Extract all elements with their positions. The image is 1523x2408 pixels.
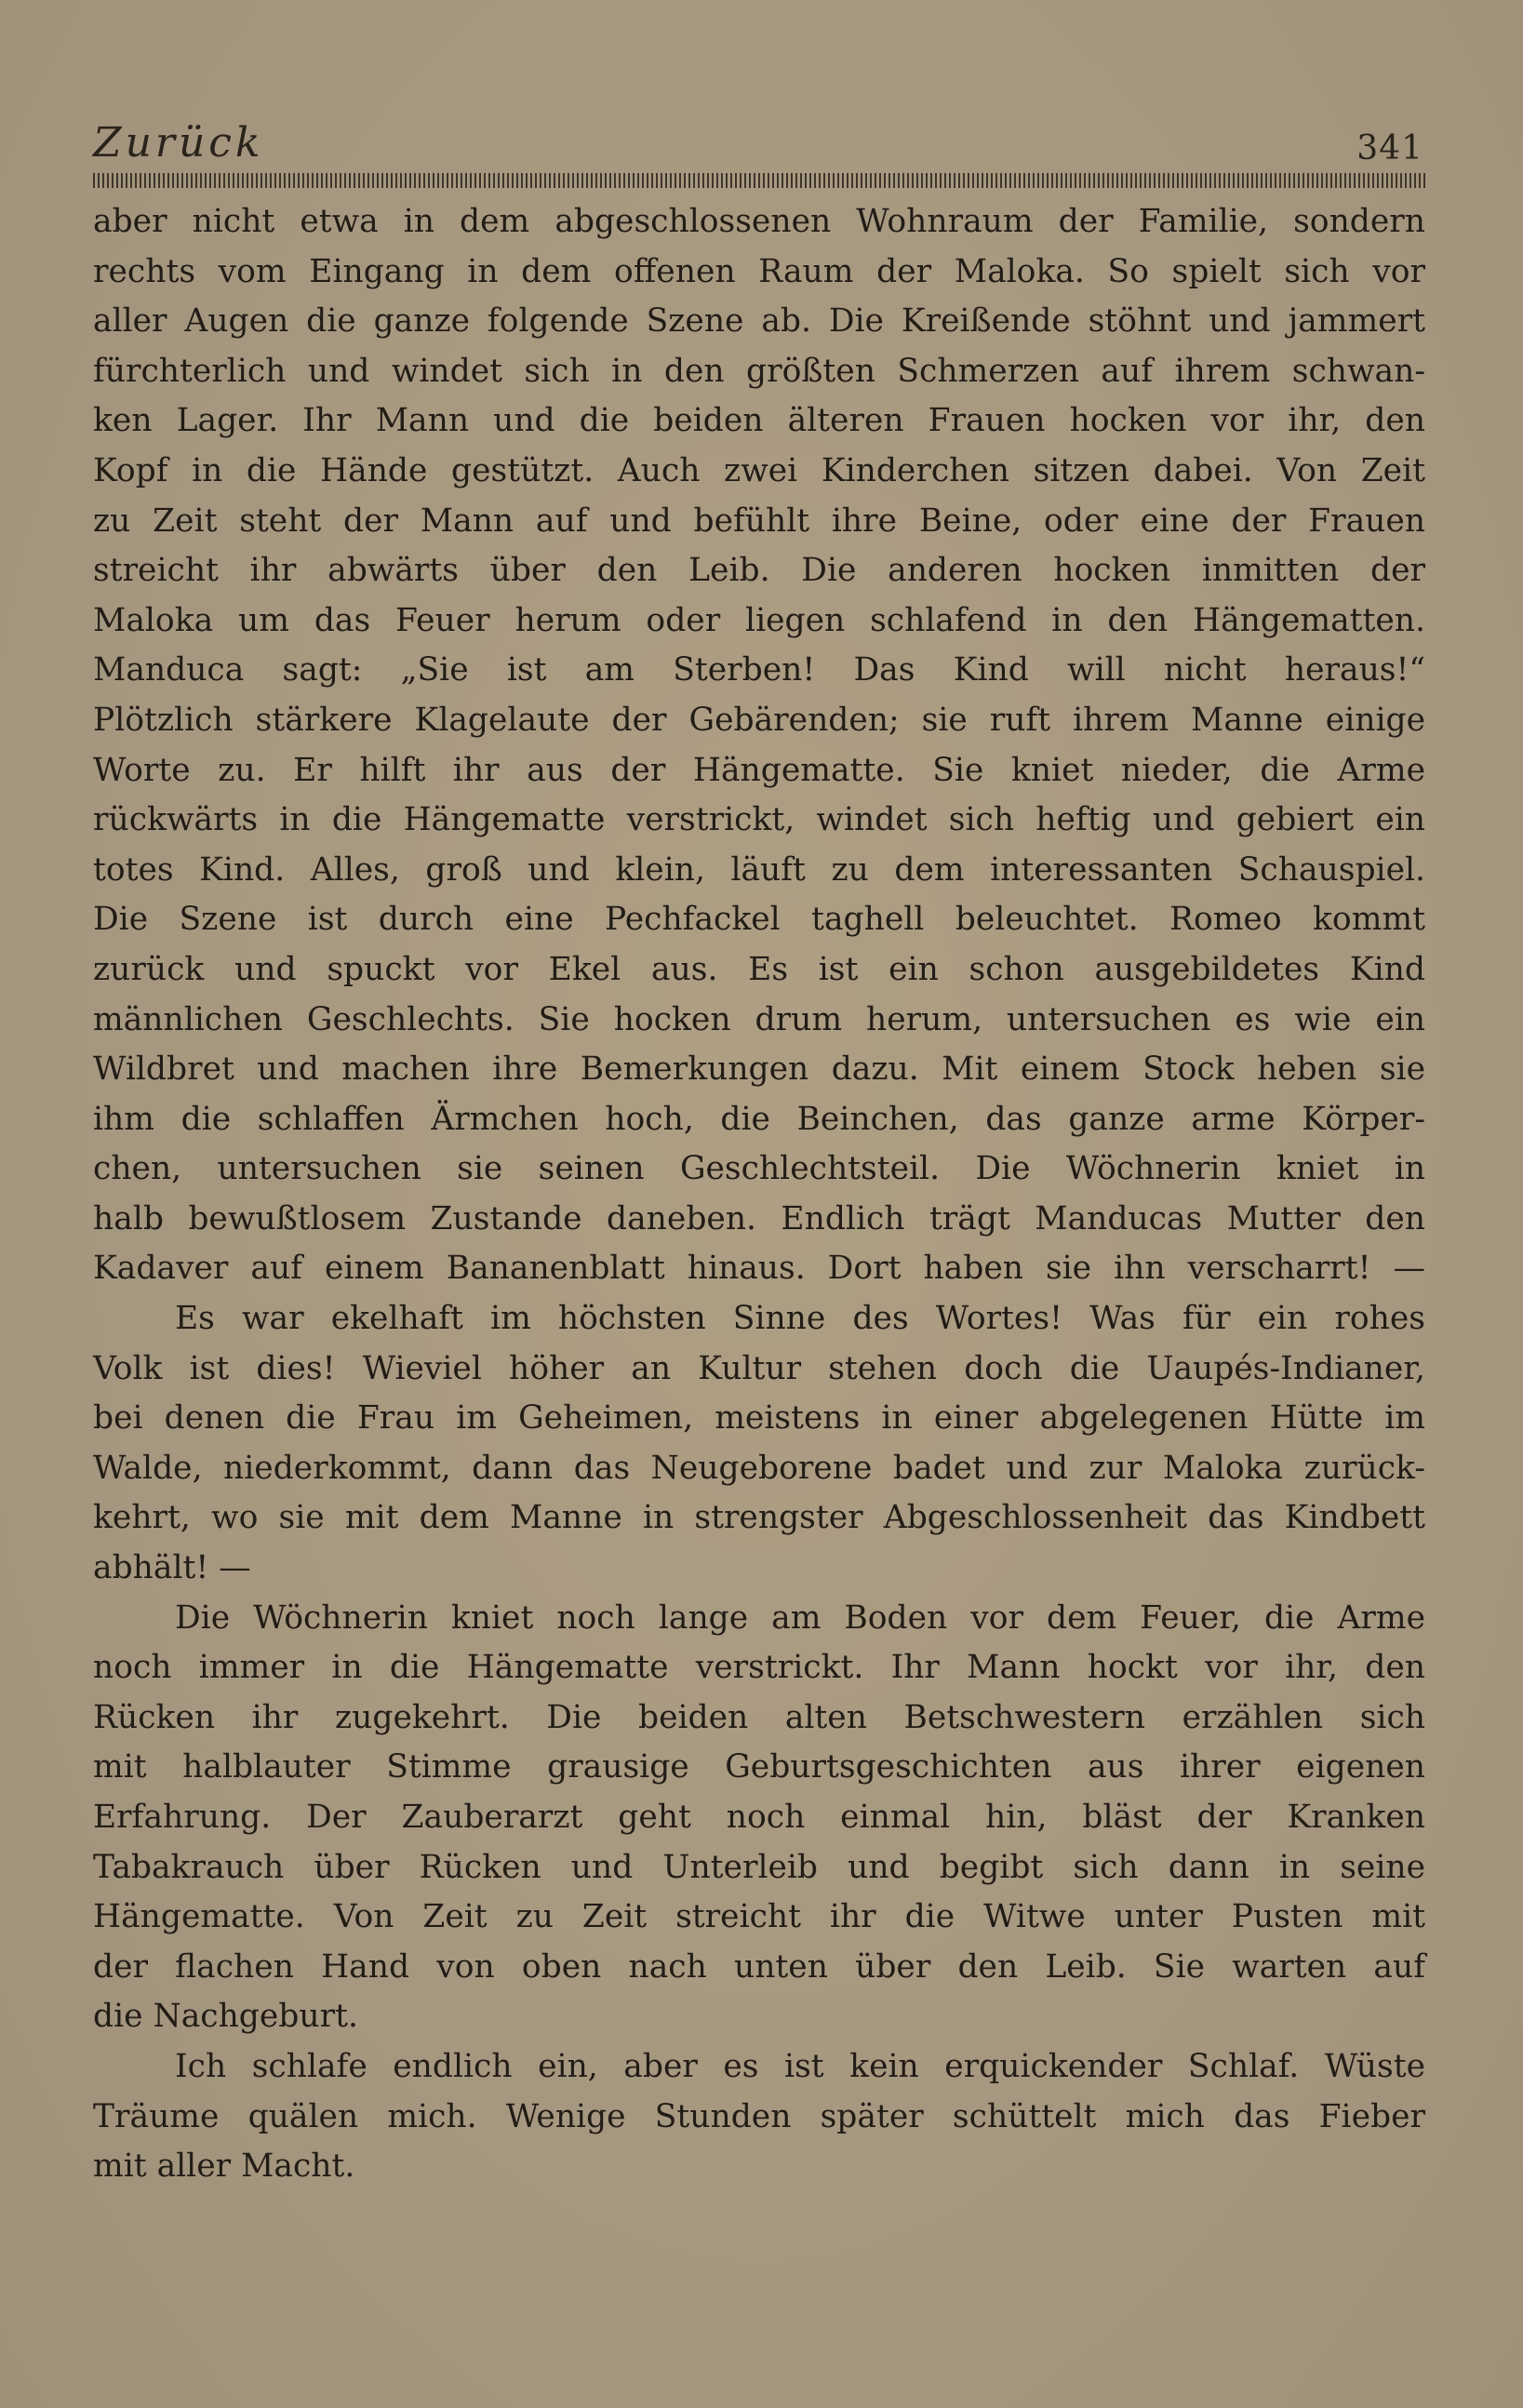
text-line: Plötzlich stärkere Klagelaute der Gebärenden; sie ruft ihrem Manne einige xyxy=(93,701,1425,739)
text-line: aber nicht etwa in dem abgeschlossenen Wohnraum der Familie, sondern xyxy=(93,203,1425,240)
text-line: rechts vom Eingang in dem offenen Raum der Maloka. So spielt sich vor xyxy=(93,252,1425,290)
text-line: Kadaver auf einem Bananenblatt hinaus. Dort haben sie ihn verscharrt! — xyxy=(93,1250,1425,1288)
text-line: bei denen die Frau im Geheimen, meistens in einer abgelegenen Hütte im xyxy=(93,1399,1425,1438)
text-line: Volk ist dies! Wieviel höher an Kultur stehen doch die Uaupés-Indianer, xyxy=(93,1349,1425,1387)
text-line: die Nachgeburt. xyxy=(93,1998,358,2036)
running-head xyxy=(93,119,1425,175)
text-line: rückwärts in die Hängematte verstrickt, windet sich heftig und gebiert ein xyxy=(93,801,1425,839)
body-text xyxy=(93,197,1425,2192)
text-line: Worte zu. Er hilft ihr aus der Hängematte. Sie kniet nieder, die Arme xyxy=(93,751,1425,789)
text-line: Maloka um das Feuer herum oder liegen schlafend in den Hängematten. xyxy=(93,601,1425,639)
text-line: abhält! — xyxy=(93,1549,251,1587)
text-line: zu Zeit steht der Mann auf und befühlt ihre Beine, oder eine der Frauen xyxy=(93,502,1425,540)
page-number: 341 xyxy=(1356,129,1423,167)
text-line: mit halblauter Stimme grausige Geburtsgeschichten aus ihrer eigenen xyxy=(93,1748,1425,1786)
text-line: Walde, niederkommt, dann das Neugeborene badet und zur Maloka zurück- xyxy=(93,1449,1425,1487)
text-line: Die Szene ist durch eine Pechfackel taghell beleuchtet. Romeo kommt xyxy=(93,901,1425,939)
text-line: kehrt, wo sie mit dem Manne in strengster Abgeschlossenheit das Kindbett xyxy=(93,1499,1425,1537)
text-line: ken Lager. Ihr Mann und die beiden älteren Frauen hocken vor ihr, den xyxy=(93,402,1425,440)
text-line: mit aller Macht. xyxy=(93,2147,355,2186)
text-line: Erfahrung. Der Zauberarzt geht noch einmal hin, bläst der Kranken xyxy=(93,1799,1425,1836)
text-line: halb bewußtlosem Zustande daneben. Endlich trägt Manducas Mutter den xyxy=(93,1199,1425,1237)
text-line: chen, untersuchen sie seinen Geschlechtsteil. Die Wöchnerin kniet in xyxy=(93,1150,1425,1188)
text-line: Es war ekelhaft im höchsten Sinne des Wortes! Was für ein rohes xyxy=(175,1300,1425,1338)
text-line: Die Wöchnerin kniet noch lange am Boden vor dem Feuer, die Arme xyxy=(175,1599,1425,1637)
text-line: Rücken ihr zugekehrt. Die beiden alten Betschwestern erzählen sich xyxy=(93,1698,1425,1736)
text-line: streicht ihr abwärts über den Leib. Die anderen hocken inmitten der xyxy=(93,552,1425,590)
text-line: Wildbret und machen ihre Bemerkungen dazu. Mit einem Stock heben sie xyxy=(93,1050,1425,1089)
text-line: der flachen Hand von oben nach unten über den Leib. Sie warten auf xyxy=(93,1947,1425,1986)
text-line: Manduca sagt: „Sie ist am Sterben! Das Kind will nicht heraus!“ xyxy=(93,651,1425,689)
text-line: Kopf in die Hände gestützt. Auch zwei Kinderchen sitzen dabei. Von Zeit xyxy=(93,451,1425,489)
text-line: Hängematte. Von Zeit zu Zeit streicht ihr die Witwe unter Pusten mit xyxy=(93,1898,1425,1936)
text-line: aller Augen die ganze folgende Szene ab. Die Kreißende stöhnt und jammert xyxy=(93,302,1425,341)
text-line: männlichen Geschlechts. Sie hocken drum herum, untersuchen es wie ein xyxy=(93,1000,1425,1038)
ornamental-rule xyxy=(93,173,1425,188)
text-line: fürchterlich und windet sich in den größten Schmerzen auf ihrem schwan- xyxy=(93,352,1425,390)
text-line: Träume quälen mich. Wenige Stunden später schüttelt mich das Fieber xyxy=(93,2097,1425,2135)
text-line: Ich schlafe endlich ein, aber es ist kein erquickender Schlaf. Wüste xyxy=(175,2047,1425,2085)
text-line: totes Kind. Alles, groß und klein, läuft zu dem interessanten Schauspiel. xyxy=(93,850,1425,889)
text-line: Tabakrauch über Rücken und Unterleib und begibt sich dann in seine xyxy=(93,1848,1425,1886)
chapter-title: Zurück xyxy=(93,119,264,167)
text-line: ihm die schlaffen Ärmchen hoch, die Beinchen, das ganze arme Körper- xyxy=(93,1100,1425,1138)
text-line: zurück und spuckt vor Ekel aus. Es ist ein schon ausgebildetes Kind xyxy=(93,950,1425,988)
text-line: noch immer in die Hängematte verstrickt. Ihr Mann hockt vor ihr, den xyxy=(93,1649,1425,1687)
